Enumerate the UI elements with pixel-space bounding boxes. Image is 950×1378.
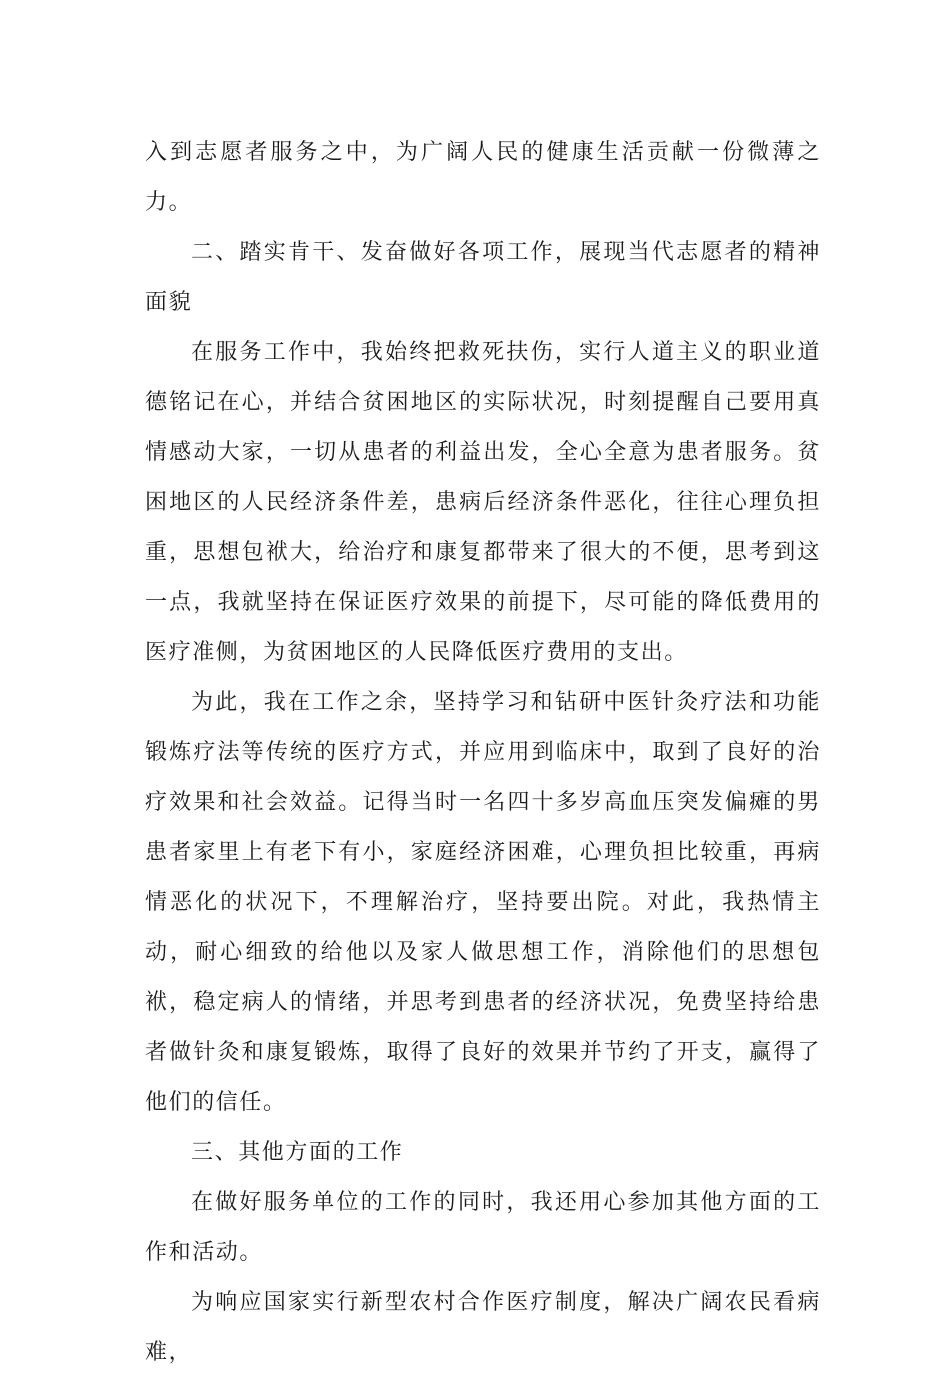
paragraph-1: 入到志愿者服务之中，为广阔人民的健康生活贡献一份微薄之力。 <box>145 140 821 215</box>
body-text <box>145 128 821 1378</box>
paragraph-4: 为此，我在工作之余，坚持学习和钻研中医针灸疗法和功能锻炼疗法等传统的医疗方式，并应用到临床中，取到了良好的治疗效果和社会效益。记得当时一名四十多岁高血压突发偏瘫的男患者家里上有老下有小，家庭经济困难，心理负担比较重，再病情恶化的状况下，不理解治疗，坚持要出院。对此，我热情主动，耐心细致的给他以及家人做思想工作，消除他们的思想包袱，稳定病人的情绪，并思考到患者的经济状况，免费坚持给患者做针灸和康复锻炼，取得了良好的效果并节约了开支，赢得了他们的信任。 <box>145 690 821 1115</box>
heading-section-2: 二、踏实肯干、发奋做好各项工作，展现当代志愿者的精神面貌 <box>145 240 821 315</box>
paragraph-7: 为响应国家实行新型农村合作医疗制度，解决广阔农民看病难， <box>145 1290 821 1365</box>
paragraph-3: 在服务工作中，我始终把救死扶伤，实行人道主义的职业道德铭记在心，并结合贫困地区的实际状况，时刻提醒自己要用真情感动大家，一切从患者的利益出发，全心全意为患者服务。贫困地区的人民经济条件差，患病后经济条件恶化，往往心理负担重，思想包袱大，给治疗和康复都带来了很大的不便，思考到这一点，我就坚持在保证医疗效果的前提下，尽可能的降低费用的医疗准侧，为贫困地区的人民降低医疗费用的支出。 <box>145 340 821 665</box>
paragraph-6: 在做好服务单位的工作的同时，我还用心参加其他方面的工作和活动。 <box>145 1190 821 1265</box>
heading-section-3: 三、其他方面的工作 <box>191 1140 404 1165</box>
